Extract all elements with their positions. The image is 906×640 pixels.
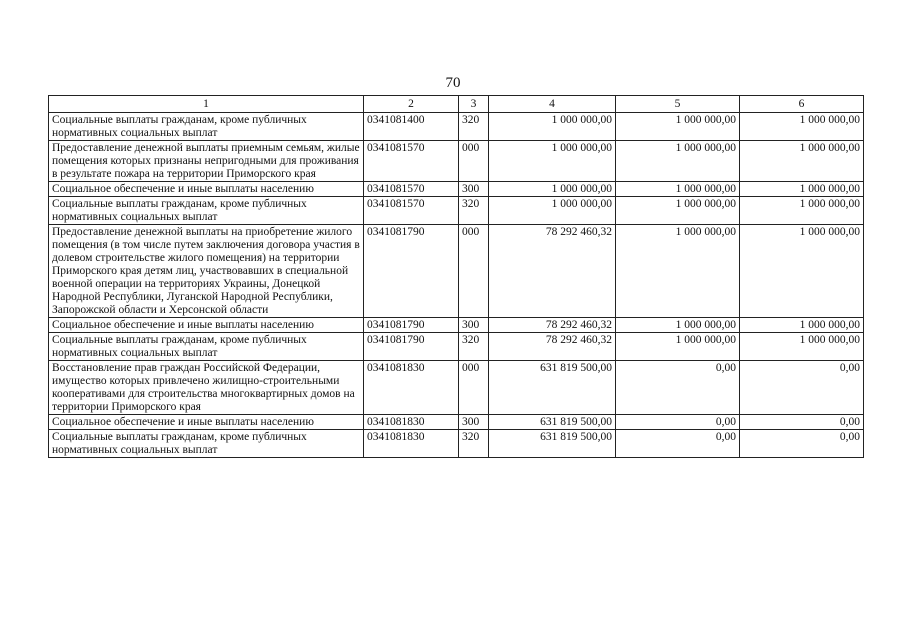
row-amount-6: 1 000 000,00 (740, 141, 864, 182)
row-amount-5: 1 000 000,00 (616, 182, 740, 197)
table-row (49, 182, 864, 197)
row-amount-5: 1 000 000,00 (616, 333, 740, 361)
row-amount-4: 1 000 000,00 (489, 182, 616, 197)
row-amount-6: 1 000 000,00 (740, 182, 864, 197)
row-code: 0341081830 (364, 361, 459, 415)
row-amount-5: 1 000 000,00 (616, 113, 740, 141)
row-name: Социальное обеспечение и иные выплаты населению (49, 182, 364, 197)
row-amount-6: 1 000 000,00 (740, 197, 864, 225)
row-amount-4: 1 000 000,00 (489, 141, 616, 182)
row-name: Социальные выплаты гражданам, кроме публичных нормативных социальных выплат (49, 430, 364, 458)
row-code: 0341081790 (364, 333, 459, 361)
column-header-3: 3 (459, 96, 489, 113)
row-expense-type: 000 (459, 361, 489, 415)
row-amount-6: 1 000 000,00 (740, 318, 864, 333)
table-row (49, 361, 864, 415)
row-amount-6: 1 000 000,00 (740, 113, 864, 141)
row-name: Восстановление прав граждан Российской Федерации, имущество которых привлечено жилищно-строительными кооперативами для строительства многоквартирных домов на территории Приморского края (49, 361, 364, 415)
row-code: 0341081570 (364, 182, 459, 197)
table-row (49, 430, 864, 458)
row-code: 0341081570 (364, 197, 459, 225)
table-row (49, 415, 864, 430)
row-code: 0341081570 (364, 141, 459, 182)
row-code: 0341081790 (364, 318, 459, 333)
row-expense-type: 320 (459, 197, 489, 225)
row-expense-type: 300 (459, 318, 489, 333)
table-row (49, 141, 864, 182)
row-expense-type: 300 (459, 182, 489, 197)
column-header-5: 5 (616, 96, 740, 113)
table-row (49, 197, 864, 225)
row-amount-5: 1 000 000,00 (616, 225, 740, 318)
row-amount-4: 631 819 500,00 (489, 415, 616, 430)
table-row (49, 113, 864, 141)
row-name: Социальные выплаты гражданам, кроме публичных нормативных социальных выплат (49, 197, 364, 225)
column-header-4: 4 (489, 96, 616, 113)
row-amount-4: 1 000 000,00 (489, 113, 616, 141)
row-amount-5: 0,00 (616, 430, 740, 458)
row-code: 0341081830 (364, 430, 459, 458)
row-expense-type: 000 (459, 141, 489, 182)
row-expense-type: 000 (459, 225, 489, 318)
header-row (49, 96, 864, 113)
column-header-2: 2 (364, 96, 459, 113)
column-header-6: 6 (740, 96, 864, 113)
row-code: 0341081790 (364, 225, 459, 318)
row-amount-4: 78 292 460,32 (489, 318, 616, 333)
row-amount-5: 1 000 000,00 (616, 318, 740, 333)
row-code: 0341081830 (364, 415, 459, 430)
row-expense-type: 300 (459, 415, 489, 430)
row-expense-type: 320 (459, 113, 489, 141)
column-header-1: 1 (49, 96, 364, 113)
row-name: Предоставление денежной выплаты приемным семьям, жилые помещения которых признаны непригодными для проживания в результате пожара на территории Приморского края (49, 141, 364, 182)
row-amount-4: 78 292 460,32 (489, 333, 616, 361)
row-amount-6: 0,00 (740, 430, 864, 458)
table-row (49, 225, 864, 318)
row-amount-4: 1 000 000,00 (489, 197, 616, 225)
row-amount-4: 78 292 460,32 (489, 225, 616, 318)
row-name: Предоставление денежной выплаты на приобретение жилого помещения (в том числе путем заключения договора участия в долевом строительстве жилого помещения) на территории Приморского края детям лиц, участвовавших в специальной военной операции на территориях Украины, Донецкой Народной Республики, Луганской Народной Республики, Запорожской области и Херсонской области (49, 225, 364, 318)
row-expense-type: 320 (459, 430, 489, 458)
row-amount-6: 1 000 000,00 (740, 225, 864, 318)
row-amount-5: 1 000 000,00 (616, 141, 740, 182)
row-name: Социальные выплаты гражданам, кроме публичных нормативных социальных выплат (49, 113, 364, 141)
row-amount-6: 1 000 000,00 (740, 333, 864, 361)
row-amount-4: 631 819 500,00 (489, 361, 616, 415)
row-name: Социальные выплаты гражданам, кроме публичных нормативных социальных выплат (49, 333, 364, 361)
row-name: Социальное обеспечение и иные выплаты населению (49, 415, 364, 430)
budget-table (48, 95, 864, 458)
row-amount-5: 0,00 (616, 361, 740, 415)
row-code: 0341081400 (364, 113, 459, 141)
table-row (49, 333, 864, 361)
row-name: Социальное обеспечение и иные выплаты населению (49, 318, 364, 333)
row-amount-5: 1 000 000,00 (616, 197, 740, 225)
row-amount-5: 0,00 (616, 415, 740, 430)
row-amount-6: 0,00 (740, 415, 864, 430)
page-number: 70 (445, 75, 461, 91)
row-amount-4: 631 819 500,00 (489, 430, 616, 458)
row-amount-6: 0,00 (740, 361, 864, 415)
table-row (49, 318, 864, 333)
row-expense-type: 320 (459, 333, 489, 361)
